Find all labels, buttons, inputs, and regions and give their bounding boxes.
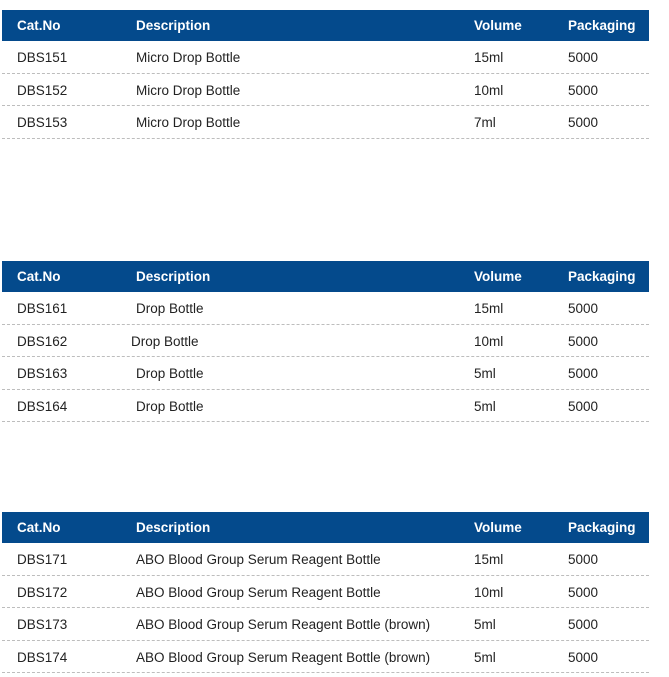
table-row xyxy=(2,641,649,674)
cell-description: Drop Bottle xyxy=(131,333,199,349)
header-description: Description xyxy=(136,520,211,535)
cell-cat-no: DBS151 xyxy=(17,50,68,65)
cell-packaging: 5000 xyxy=(568,649,599,665)
table-row xyxy=(2,292,649,325)
cell-description: Drop Bottle xyxy=(136,301,204,316)
table-row xyxy=(2,543,649,576)
cell-packaging: 5000 xyxy=(568,552,599,567)
cell-volume: 5ml xyxy=(474,366,496,381)
cell-volume: 15ml xyxy=(474,552,504,567)
table-header xyxy=(2,10,649,41)
table-row xyxy=(2,390,649,423)
cell-cat-no: DBS162 xyxy=(17,333,68,349)
table-row xyxy=(2,357,649,390)
cell-cat-no: DBS152 xyxy=(17,82,68,98)
cell-description: ABO Blood Group Serum Reagent Bottle (brown) xyxy=(136,649,431,665)
header-packaging: Packaging xyxy=(568,520,636,535)
table-row xyxy=(2,74,649,107)
cell-cat-no: DBS174 xyxy=(17,649,68,665)
cell-volume: 10ml xyxy=(474,333,504,349)
cell-description: ABO Blood Group Serum Reagent Bottle (brown) xyxy=(136,617,431,632)
cell-packaging: 5000 xyxy=(568,584,599,600)
header-cat-no: Cat.No xyxy=(17,269,61,284)
header-volume: Volume xyxy=(474,520,522,535)
cell-volume: 15ml xyxy=(474,301,504,316)
table-row xyxy=(2,608,649,641)
header-volume: Volume xyxy=(474,269,522,284)
product-table-3 xyxy=(2,512,649,673)
header-description: Description xyxy=(136,18,211,33)
cell-volume: 10ml xyxy=(474,82,504,98)
table-row xyxy=(2,106,649,139)
cell-cat-no: DBS173 xyxy=(17,617,68,632)
table-row xyxy=(2,325,649,358)
cell-packaging: 5000 xyxy=(568,366,599,381)
product-table-2 xyxy=(2,261,649,422)
cell-packaging: 5000 xyxy=(568,617,599,632)
cell-cat-no: DBS164 xyxy=(17,398,68,414)
cell-description: Micro Drop Bottle xyxy=(136,115,241,130)
cell-packaging: 5000 xyxy=(568,115,599,130)
cell-packaging: 5000 xyxy=(568,50,599,65)
cell-description: Micro Drop Bottle xyxy=(136,82,241,98)
header-cat-no: Cat.No xyxy=(17,520,61,535)
cell-cat-no: DBS153 xyxy=(17,115,68,130)
cell-description: ABO Blood Group Serum Reagent Bottle xyxy=(136,584,381,600)
table-row xyxy=(2,41,649,74)
header-cat-no: Cat.No xyxy=(17,18,61,33)
header-packaging: Packaging xyxy=(568,18,636,33)
cell-packaging: 5000 xyxy=(568,333,599,349)
cell-packaging: 5000 xyxy=(568,82,599,98)
cell-packaging: 5000 xyxy=(568,398,599,414)
cell-description: Micro Drop Bottle xyxy=(136,50,241,65)
cell-cat-no: DBS171 xyxy=(17,552,68,567)
cell-volume: 5ml xyxy=(474,398,496,414)
cell-description: ABO Blood Group Serum Reagent Bottle xyxy=(136,552,381,567)
header-packaging: Packaging xyxy=(568,269,636,284)
table-header xyxy=(2,512,649,543)
cell-description: Drop Bottle xyxy=(136,366,204,381)
cell-volume: 15ml xyxy=(474,50,504,65)
cell-volume: 5ml xyxy=(474,617,496,632)
cell-volume: 5ml xyxy=(474,649,496,665)
cell-description: Drop Bottle xyxy=(136,398,204,414)
header-volume: Volume xyxy=(474,18,522,33)
product-table-1 xyxy=(2,10,649,139)
table-header xyxy=(2,261,649,292)
cell-cat-no: DBS172 xyxy=(17,584,68,600)
header-description: Description xyxy=(136,269,211,284)
cell-volume: 7ml xyxy=(474,115,496,130)
cell-packaging: 5000 xyxy=(568,301,599,316)
cell-cat-no: DBS163 xyxy=(17,366,68,381)
cell-volume: 10ml xyxy=(474,584,504,600)
table-row xyxy=(2,576,649,609)
cell-cat-no: DBS161 xyxy=(17,301,68,316)
